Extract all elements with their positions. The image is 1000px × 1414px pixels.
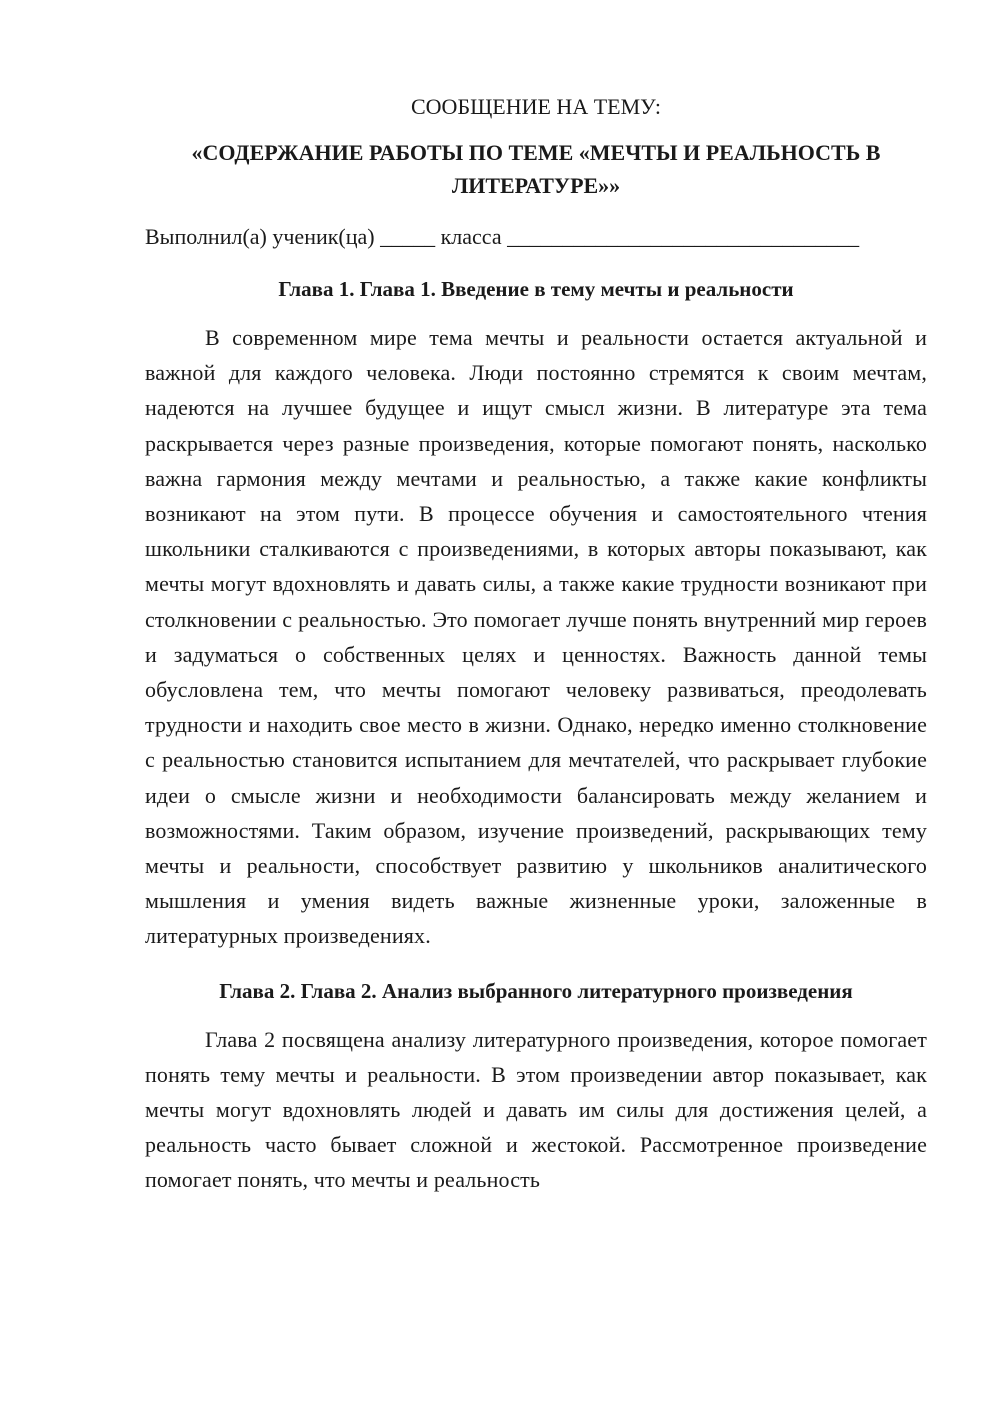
document-page (145, 92, 927, 1220)
chapter-2-paragraph: Глава 2 посвящена анализу литературного произведения, которое помогает понять тему мечты и реальности. В этом произведении автор показывает, как мечты могут вдохновлять людей и давать им силы для достижения целей, а реальность часто бывает сложной и жестокой. Рассмотренное произведение помогает понять, что мечты и реальность (145, 1026, 927, 1193)
document-title: «СОДЕРЖАНИЕ РАБОТЫ ПО ТЕМЕ «МЕЧТЫ И РЕАЛЬНОСТЬ В ЛИТЕРАТУРЕ»» (191, 140, 881, 198)
author-line: Выполнил(а) ученик(ца) _____ класса ________________________________ (145, 224, 860, 249)
chapter-1-paragraph: В современном мире тема мечты и реальности остается актуальной и важной для каждого человека. Люди постоянно стремятся к своим мечтам, надеются на лучшее будущее и ищут смысл жизни. В литературе эта тема раскрывается через разные произведения, которые помогают понять, насколько важна гармония между мечтами и реальностью, а также какие конфликты возникают на этом пути. В процессе обучения и самостоятельного чтения школьники сталкиваются с произведениями, в которых авторы показывают, как мечты могут вдохновлять и давать силы, а также какие трудности возникают при столкновении с реальностью. Это помогает лучше понять внутренний мир героев и задуматься о собственных целях и ценностях. Важность данной темы обусловлена тем, что мечты помогают человеку развиваться, преодолевать трудности и находить свое место в жизни. Однако, нередко именно столкновение с реальностью становится испытанием для мечтателей, что раскрывает глубокие идеи о смысле жизни и необходимости балансировать между желанием и возможностями. Таким образом, изучение произведений, раскрывающих тему мечты и реальности, способствует развитию у школьников аналитического мышления и умения видеть важные жизненные уроки, заложенные в литературных произведениях. (145, 325, 927, 949)
chapter-1-heading: Глава 1. Глава 1. Введение в тему мечты и реальности (278, 277, 794, 301)
document-type: СООБЩЕНИЕ НА ТЕМУ: (411, 94, 661, 119)
chapter-2-heading: Глава 2. Глава 2. Анализ выбранного литературного произведения (219, 978, 853, 1003)
